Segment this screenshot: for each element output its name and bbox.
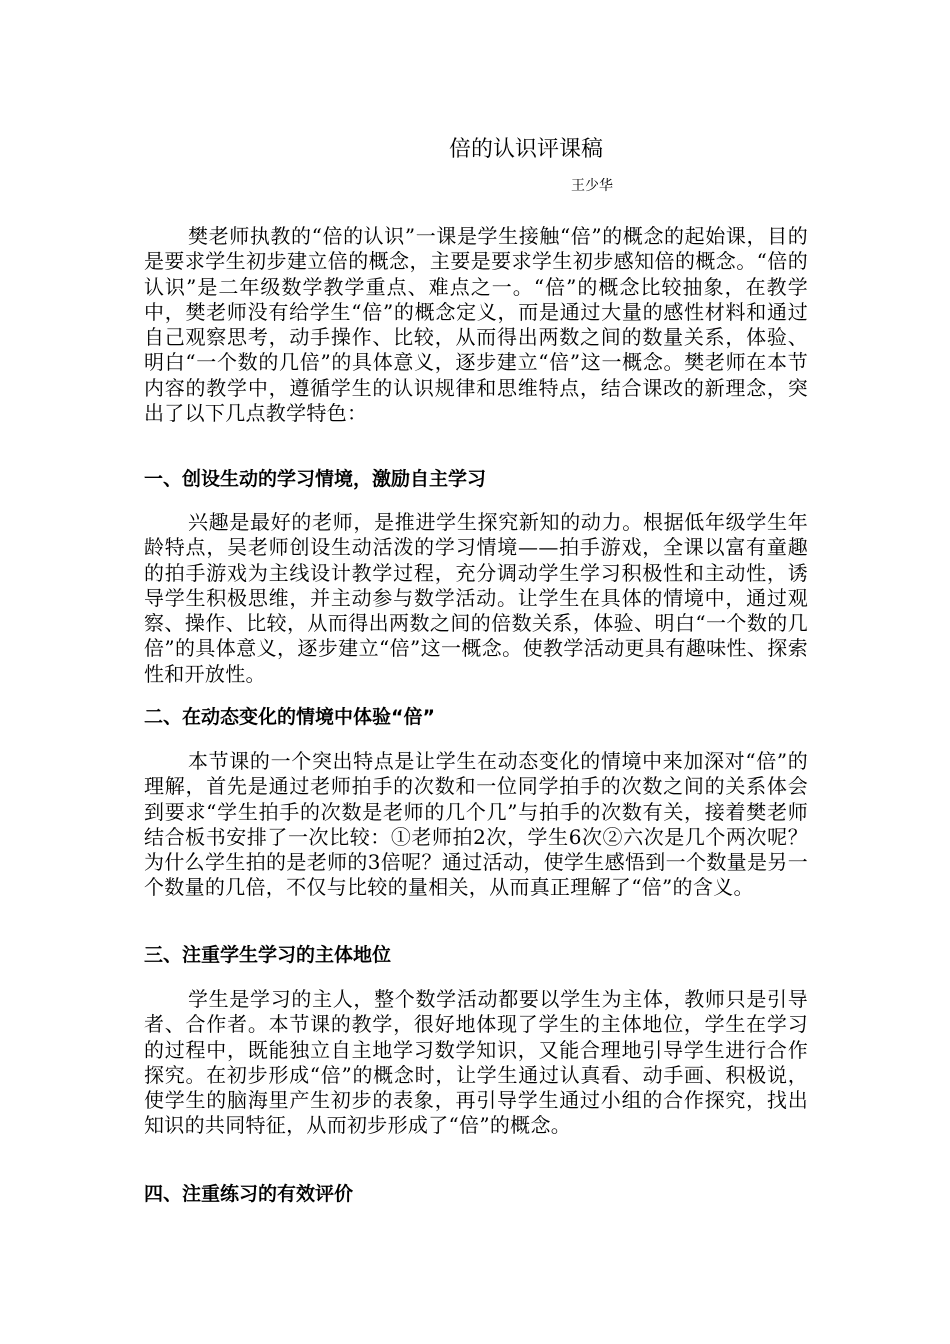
section-paragraph-1: 兴趣是最好的老师，是推进学生探究新知的动力。根据低年级学生年龄特点，吴老师创设生动活泼的学习情境——拍手游戏，全课以富有童趣的拍手游戏为主线设计教学过程，充分调动学生学习积极性和主动性，诱导学生积极思维，并主动参与数学活动。让学生在具体的情境中，通过观察、操作、比较，从而得出两数之间的倍数关系，体验、明白“一个数的几倍”的具体意义，逐步建立“倍”这一概念。使教学活动更具有趣味性、探索性和开放性。 (144, 510, 808, 686)
section-paragraph-2: 本节课的一个突出特点是让学生在动态变化的情境中来加深对“倍”的理解，首先是通过老师拍手的次数和一位同学拍手的次数之间的关系体会到要求“学生拍手的次数是老师的几个几”与拍手的次数有关，接着樊老师结合板书安排了一次比较：①老师拍2次，学生6次②六次是几个两次呢？为什么学生拍的是老师的3倍呢？通过活动，使学生感悟到一个数量是另一个数量的几倍，不仅与比较的量相关，从而真正理解了“倍”的含义。 (144, 749, 808, 900)
document-author: 王少华 (571, 178, 613, 194)
section-heading-3: 三、注重学生学习的主体地位 (144, 944, 392, 966)
section-heading-2: 二、在动态变化的情境中体验“倍” (144, 706, 435, 728)
section-paragraph-3: 学生是学习的主人，整个数学活动都要以学生为主体，教师只是引导者、合作者。本节课的教学，很好地体现了学生的主体地位，学生在学习的过程中，既能独立自主地学习数学知识，又能合理地引导学生进行合作探究。在初步形成“倍”的概念时，让学生通过认真看、动手画、积极说，使学生的脑海里产生初步的表象，再引导学生通过小组的合作探究，找出知识的共同特征，从而初步形成了“倍”的概念。 (144, 987, 808, 1138)
intro-paragraph: 樊老师执教的“倍的认识”一课是学生接触“倍”的概念的起始课，目的是要求学生初步建立倍的概念，主要是要求学生初步感知倍的概念。“倍的认识”是二年级数学教学重点、难点之一。“倍”的概念比较抽象，在教学中，樊老师没有给学生“倍”的概念定义，而是通过大量的感性材料和通过自己观察思考，动手操作、比较，从而得出两数之间的数量关系，体验、明白“一个数的几倍”的具体意义，逐步建立“倍”这一概念。樊老师在本节内容的教学中，遵循学生的认识规律和思维特点，结合课改的新理念，突出了以下几点教学特色： (144, 224, 808, 426)
section-heading-4: 四、注重练习的有效评价 (144, 1183, 354, 1205)
document-title: 倍的认识评课稿 (448, 137, 603, 162)
section-heading-1: 一、创设生动的学习情境，激励自主学习 (144, 468, 487, 490)
